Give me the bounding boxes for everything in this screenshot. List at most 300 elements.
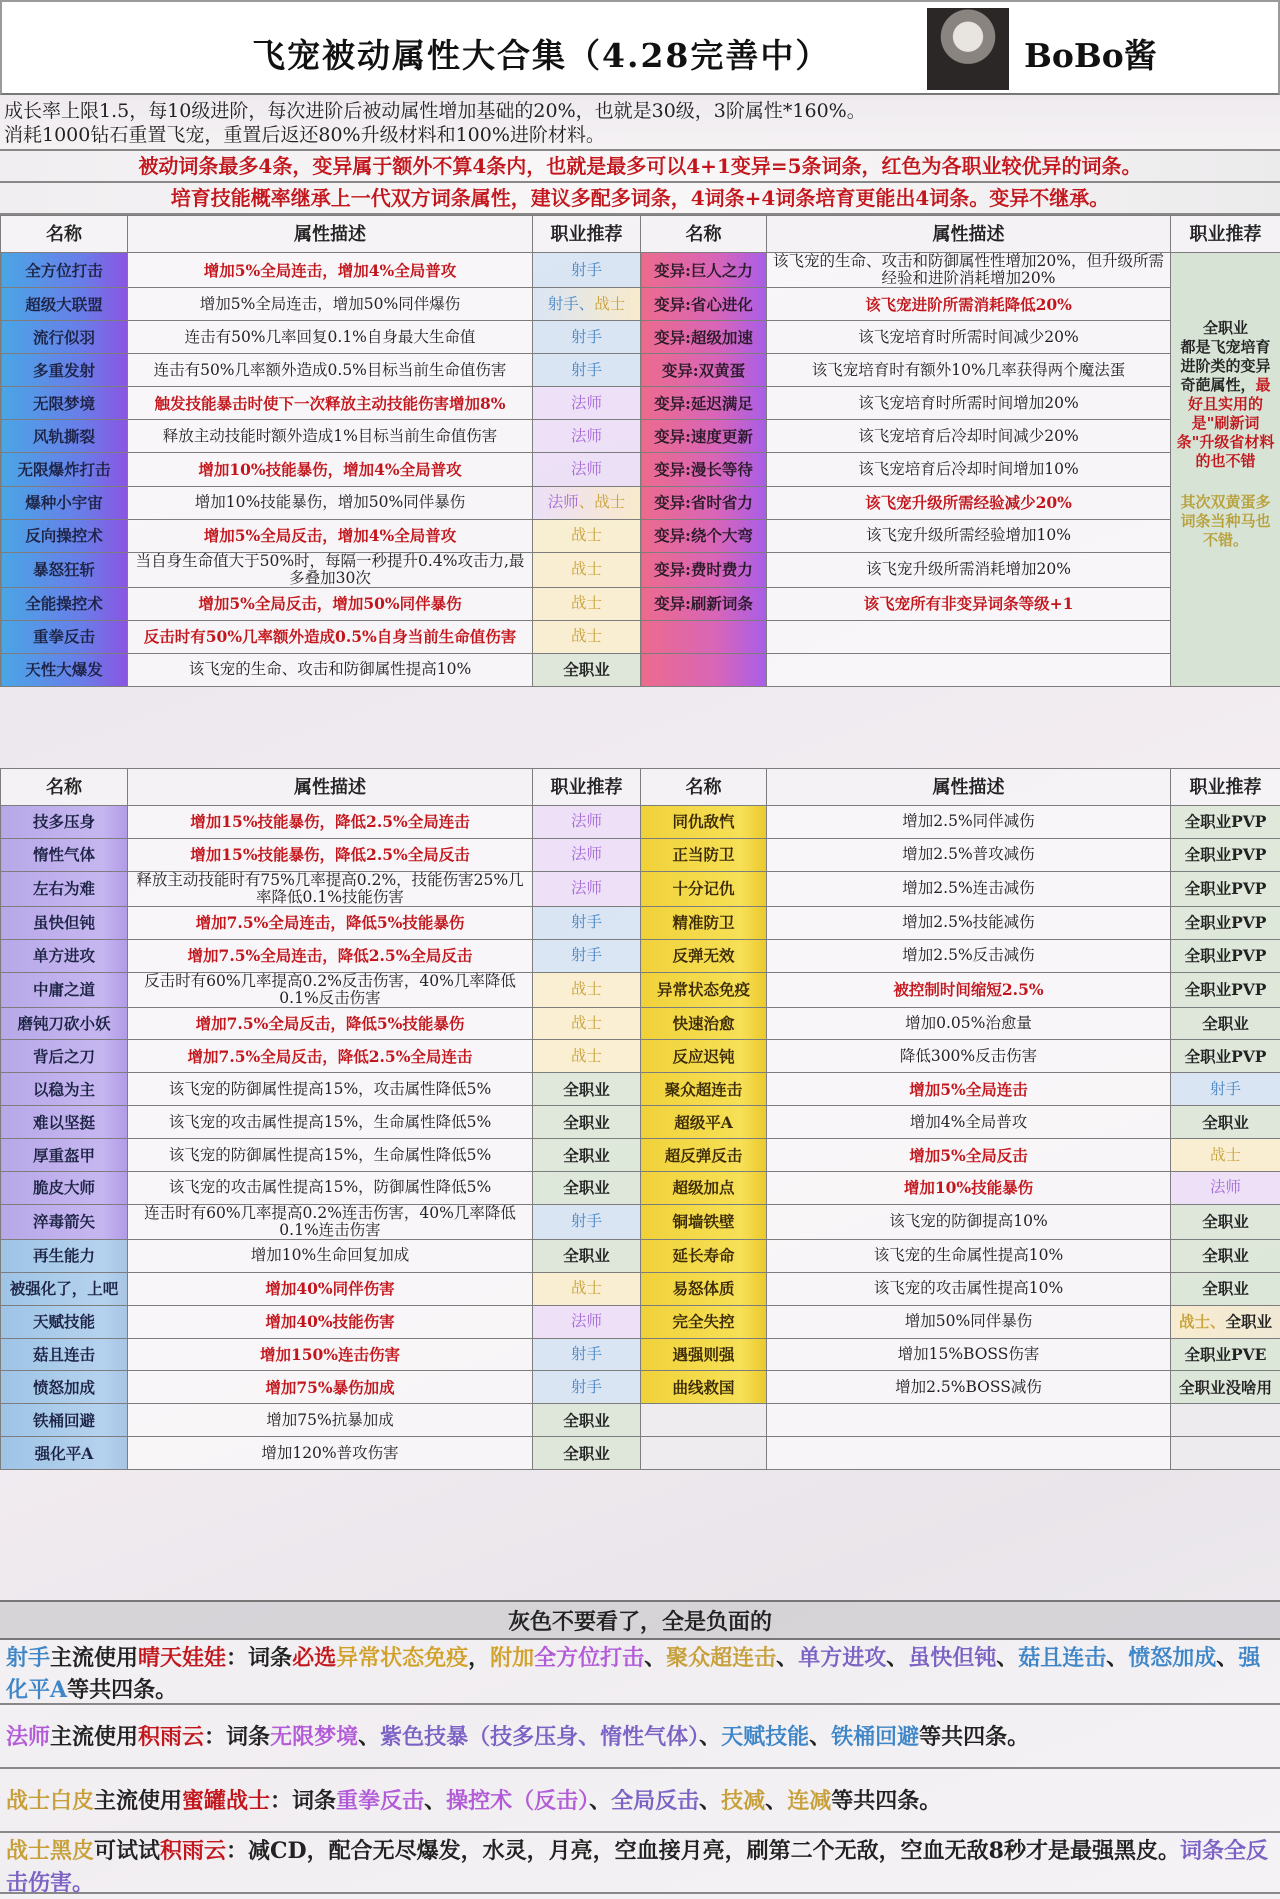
- note-part: 全职业: [1175, 319, 1276, 338]
- recommend-cell: 法师: [533, 871, 641, 906]
- footer-segment: 射手: [6, 1645, 50, 1671]
- attribute-desc: 该飞宠的生命属性提高10%: [767, 1239, 1171, 1272]
- attribute-desc: 增加7.5%全局连击，降低5%技能暴伤: [128, 906, 533, 939]
- attribute-desc: 该飞宠的攻击属性提高10%: [767, 1272, 1171, 1305]
- footer-segment: 操控术（反击）: [446, 1788, 589, 1814]
- recommend-cell: 战士: [533, 620, 641, 653]
- recommend-cell: 射手: [533, 1338, 641, 1371]
- attribute-desc: 增加7.5%全局反击，降低5%技能暴伤: [128, 1007, 533, 1040]
- footer-segment: 紫色技暴（技多压身、惰性气体）: [380, 1724, 699, 1750]
- attribute-name: 左右为难: [1, 871, 128, 906]
- footer-segment: 全方位打击: [534, 1645, 644, 1671]
- attribute-name: 正当防卫: [641, 838, 767, 871]
- attribute-desc: 该飞宠的生命、攻击和防御属性提高10%: [128, 653, 533, 686]
- footer-segment: 必选: [292, 1645, 336, 1671]
- table-row: [1, 620, 1280, 653]
- attribute-name: 惰性气体: [1, 838, 128, 871]
- table-row: [1, 1338, 1280, 1371]
- attribute-desc: 增加150%连击伤害: [128, 1338, 533, 1371]
- recommend-part: 法师: [548, 493, 579, 511]
- col-header-name: 名称: [641, 769, 767, 806]
- table-row: [1, 1371, 1280, 1404]
- footer-segment: 附加: [490, 1645, 534, 1671]
- footer-segment: 蜜罐战士: [182, 1788, 270, 1814]
- attribute-desc: 增加10%技能暴伤，增加4%全局普攻: [128, 453, 533, 486]
- table-row: [1, 587, 1280, 620]
- recommend-part: 战士: [594, 493, 625, 511]
- mutation-desc: 该飞宠培育时所需时间减少20%: [767, 321, 1171, 354]
- table-section-1: [0, 215, 1280, 687]
- attribute-name: 易怒体质: [641, 1272, 767, 1305]
- table-row: [1, 972, 1280, 1007]
- recommend-cell: [1171, 1404, 1280, 1437]
- attribute-desc: 增加2.5%普攻减伤: [767, 838, 1171, 871]
- attribute-name: 聚众超连击: [641, 1073, 767, 1106]
- footer-segment: 技减: [721, 1788, 765, 1814]
- table-row: [1, 288, 1280, 321]
- footer-segment: 积雨云: [160, 1838, 226, 1864]
- attribute-desc: 增加5%全局连击，增加4%全局普攻: [128, 253, 533, 288]
- mutation-recommend-note: [1171, 253, 1280, 687]
- attribute-name: 遇强则强: [641, 1338, 767, 1371]
- attribute-desc: 增加2.5%BOSS减伤: [767, 1371, 1171, 1404]
- note-part: 最好且实用的是"刷新词条"升级省材料的也不错: [1177, 376, 1275, 470]
- recommend-cell: 法师: [533, 1305, 641, 1338]
- recommend-cell: 射手: [533, 906, 641, 939]
- mutation-desc: 该飞宠升级所需消耗增加20%: [767, 552, 1171, 587]
- mutation-desc: 该飞宠培育时所需时间增加20%: [767, 387, 1171, 420]
- recommend-cell: 全职业: [533, 1106, 641, 1139]
- attribute-desc: 增加75%抗暴加成: [128, 1404, 533, 1437]
- recommend-cell: 全职业: [533, 1172, 641, 1205]
- footer-segment: 、: [1216, 1645, 1238, 1671]
- mutation-name: 变异:巨人之力: [641, 253, 767, 288]
- mutation-name: 变异:绕个大弯: [641, 519, 767, 552]
- attribute-desc: 增加4%全局普攻: [767, 1106, 1171, 1139]
- avatar-icon: [927, 8, 1009, 90]
- attribute-name: 反弹无效: [641, 939, 767, 972]
- recommend-part: 射手: [548, 295, 579, 313]
- table-section-2: [0, 768, 1280, 1470]
- table-row: [1, 1139, 1280, 1172]
- recommend-cell: 射手: [533, 1204, 641, 1239]
- footer-segment: 战士白皮: [6, 1788, 94, 1814]
- recommend-cell: 全职业: [533, 1437, 641, 1470]
- footer-segment: 连减: [787, 1788, 831, 1814]
- table-row: [1, 806, 1280, 839]
- col-header-desc: 属性描述: [128, 769, 533, 806]
- footer-segment: 、: [358, 1724, 380, 1750]
- attribute-name: 天赋技能: [1, 1305, 128, 1338]
- recommend-cell: 战士: [1171, 1139, 1280, 1172]
- recommend-cell: 全职业: [1171, 1239, 1280, 1272]
- attribute-name: 流行似羽: [1, 321, 128, 354]
- footer-segment: 主流使用: [50, 1724, 138, 1750]
- attribute-name: 强化平A: [1, 1437, 128, 1470]
- attribute-desc: 增加2.5%同伴减伤: [767, 806, 1171, 839]
- recommend-cell: 战士: [533, 1040, 641, 1073]
- footer-segment: ，: [468, 1645, 490, 1671]
- table-header: [1, 769, 1280, 806]
- attribute-name: 延长寿命: [641, 1239, 767, 1272]
- attribute-desc: 增加5%全局连击: [767, 1073, 1171, 1106]
- col-header-desc: 属性描述: [128, 216, 533, 253]
- footer-segment: ：词条: [270, 1788, 336, 1814]
- footer-segment: 菇且连击: [1018, 1645, 1106, 1671]
- mutation-name: 变异:漫长等待: [641, 453, 767, 486]
- attribute-desc: 该飞宠的防御属性提高15%，生命属性降低5%: [128, 1139, 533, 1172]
- attribute-desc: 增加15%技能暴伤，降低2.5%全局连击: [128, 806, 533, 839]
- mutation-name: 变异:省心进化: [641, 288, 767, 321]
- attribute-name: 被强化了，上吧: [1, 1272, 128, 1305]
- footer-segment: ：词条: [204, 1724, 270, 1750]
- footer-segment: 等共四条。: [919, 1724, 1029, 1750]
- footer-segment: 词条全反击伤害。: [6, 1838, 1268, 1896]
- footer-shooter: [0, 1640, 1280, 1705]
- attribute-name: 天性大爆发: [1, 653, 128, 686]
- footer-segment: 等共四条。: [831, 1788, 941, 1814]
- recommend-cell: 射手: [533, 1371, 641, 1404]
- recommend-cell: 战士: [533, 587, 641, 620]
- recommend-part: 全职业: [1226, 1312, 1273, 1331]
- recommend-cell: [1171, 1437, 1280, 1470]
- mutation-desc: [767, 620, 1171, 653]
- attribute-name: 铜墙铁壁: [641, 1204, 767, 1239]
- recommend-part: 、: [579, 295, 595, 313]
- attribute-name: 精准防卫: [641, 906, 767, 939]
- mutation-name: 变异:费时费力: [641, 552, 767, 587]
- footer-segment: 等共四条。: [67, 1677, 177, 1703]
- mutation-name: 变异:刷新词条: [641, 587, 767, 620]
- mutation-name: 变异:延迟满足: [641, 387, 767, 420]
- footer-segment: 、: [644, 1645, 666, 1671]
- attribute-name: 单方进攻: [1, 939, 128, 972]
- table-row: [1, 653, 1280, 686]
- col-header-name: 名称: [641, 216, 767, 253]
- recommend-cell: 全职业: [1171, 1204, 1280, 1239]
- recommend-cell: 全职业: [1171, 1272, 1280, 1305]
- attribute-name: 暴怒狂斩: [1, 552, 128, 587]
- footer-segment: 、: [1106, 1645, 1128, 1671]
- footer-segment: 法师: [6, 1724, 50, 1750]
- recommend-cell: 射手: [533, 354, 641, 387]
- table-row: [1, 321, 1280, 354]
- table-row: [1, 354, 1280, 387]
- table-row: [1, 1040, 1280, 1073]
- mutation-desc: 该飞宠培育后冷却时间增加10%: [767, 453, 1171, 486]
- recommend-cell: 射手: [533, 321, 641, 354]
- attribute-desc: 该飞宠的防御属性提高15%，攻击属性降低5%: [128, 1073, 533, 1106]
- recommend-cell: 全职业: [533, 1139, 641, 1172]
- footer-segment: 主流使用: [94, 1788, 182, 1814]
- attribute-desc: 增加7.5%全局反击，降低2.5%全局连击: [128, 1040, 533, 1073]
- footer-segment: 、: [809, 1724, 831, 1750]
- footer-segment: ：减CD，配合无尽爆发，水灵，月亮，空血接月亮，刷第二个无敌，空血无敌8秒才是最强黑皮。: [226, 1838, 1180, 1864]
- recommend-cell: 全职业PVP: [1171, 871, 1280, 906]
- recommend-cell: 全职业: [1171, 1106, 1280, 1139]
- footer-mage: [0, 1705, 1280, 1769]
- recommend-part: 战士、: [1179, 1312, 1226, 1331]
- table-row: [1, 1106, 1280, 1139]
- attribute-desc: 增加2.5%技能减伤: [767, 906, 1171, 939]
- recommend-cell: 战士: [533, 972, 641, 1007]
- mutation-desc: 该飞宠升级所需经验增加10%: [767, 519, 1171, 552]
- attribute-name: 厚重盔甲: [1, 1139, 128, 1172]
- attribute-desc: 当自身生命值大于50%时，每隔一秒提升0.4%攻击力,最多叠加30次: [128, 552, 533, 587]
- mutation-desc: 该飞宠升级所需经验减少20%: [767, 486, 1171, 519]
- footer-segment: 无限梦境: [270, 1724, 358, 1750]
- mutation-name: [641, 620, 767, 653]
- footer-warrior-black: [0, 1833, 1280, 1894]
- attribute-desc: 降低300%反击伤害: [767, 1040, 1171, 1073]
- attribute-name: 虽快但钝: [1, 906, 128, 939]
- col-header-desc: 属性描述: [767, 216, 1171, 253]
- footer-segment: 愤怒加成: [1128, 1645, 1216, 1671]
- recommend-cell: 战士: [533, 519, 641, 552]
- attribute-name: 菇且连击: [1, 1338, 128, 1371]
- footer-segment: 聚众超连击: [666, 1645, 776, 1671]
- col-header-name: 名称: [1, 216, 128, 253]
- col-header-rec: 职业推荐: [1171, 769, 1280, 806]
- info-block: [0, 95, 1280, 151]
- attribute-desc: 释放主动技能时额外造成1%目标当前生命值伤害: [128, 420, 533, 453]
- attribute-name: 同仇敌忾: [641, 806, 767, 839]
- attribute-name: 反应迟钝: [641, 1040, 767, 1073]
- mutation-desc: 该飞宠的生命、攻击和防御属性性增加20%，但升级所需经验和进阶消耗增加20%: [767, 253, 1171, 288]
- recommend-cell: 全职业PVP: [1171, 972, 1280, 1007]
- attribute-desc: 增加5%全局连击，增加50%同伴爆伤: [128, 288, 533, 321]
- info-red-line-2: 培育技能概率继承上一代双方词条属性，建议多配多词条，4词条+4词条培育更能出4词条。变异不继承。: [0, 183, 1280, 215]
- attribute-name: 无限梦境: [1, 387, 128, 420]
- attribute-name: 异常状态免疫: [641, 972, 767, 1007]
- recommend-cell: 全职业PVP: [1171, 939, 1280, 972]
- table-row: [1, 838, 1280, 871]
- table-row: [1, 387, 1280, 420]
- recommend-cell: 法师: [533, 806, 641, 839]
- attribute-desc: 增加2.5%反击减伤: [767, 939, 1171, 972]
- attribute-desc: 该飞宠的攻击属性提高15%，生命属性降低5%: [128, 1106, 533, 1139]
- info-red-line-1: 被动词条最多4条，变异属于额外不算4条内，也就是最多可以4+1变异=5条词条，红色为各职业较优异的词条。: [0, 151, 1280, 183]
- footer-segment: 主流使用: [50, 1645, 138, 1671]
- attribute-desc: 增加40%同伴伤害: [128, 1272, 533, 1305]
- attribute-name: [641, 1404, 767, 1437]
- footer-segment: 、: [776, 1645, 798, 1671]
- note-part: 其次双黄蛋多词条当种马也不错。: [1175, 493, 1276, 550]
- attribute-name: 曲线救国: [641, 1371, 767, 1404]
- table-row: [1, 552, 1280, 587]
- mutation-desc: 该飞宠培育时有额外10%几率获得两个魔法蛋: [767, 354, 1171, 387]
- mutation-desc: 该飞宠所有非变异词条等级+1: [767, 587, 1171, 620]
- recommend-cell: 法师: [533, 387, 641, 420]
- attribute-name: 背后之刀: [1, 1040, 128, 1073]
- attribute-desc: 连击时有60%几率提高0.2%连击伤害，40%几率降低0.1%连击伤害: [128, 1204, 533, 1239]
- attribute-desc: 增加15%BOSS伤害: [767, 1338, 1171, 1371]
- recommend-cell: 全职业: [533, 1404, 641, 1437]
- footer-segment: 、: [765, 1788, 787, 1814]
- recommend-cell: 法师: [533, 420, 641, 453]
- attribute-desc: 增加2.5%连击减伤: [767, 871, 1171, 906]
- col-header-name: 名称: [1, 769, 128, 806]
- table-row: [1, 1305, 1280, 1338]
- mutation-name: 变异:双黄蛋: [641, 354, 767, 387]
- table-row: [1, 1204, 1280, 1239]
- gray-note: 灰色不要看了，全是负面的: [0, 1600, 1280, 1640]
- recommend-cell: 全职业没啥用: [1171, 1371, 1280, 1404]
- recommend-cell: 全职业PVP: [1171, 806, 1280, 839]
- recommend-cell: 射手: [533, 253, 641, 288]
- attribute-desc: 增加10%技能暴伤: [767, 1172, 1171, 1205]
- attribute-desc: 增加5%全局反击，增加4%全局普攻: [128, 519, 533, 552]
- footer-segment: 可试试: [94, 1838, 160, 1864]
- attribute-name: 多重发射: [1, 354, 128, 387]
- attribute-name: 反向操控术: [1, 519, 128, 552]
- attribute-desc: 连击有50%几率额外造成0.5%目标当前生命值伤害: [128, 354, 533, 387]
- author-name: BoBo酱: [1024, 30, 1157, 77]
- table-row: [1, 1172, 1280, 1205]
- footer-segment: 、: [996, 1645, 1018, 1671]
- attribute-name: 爆种小宇宙: [1, 486, 128, 519]
- page-title: 飞宠被动属性大合集（4.28完善中）: [252, 30, 830, 77]
- attribute-name: 铁桶回避: [1, 1404, 128, 1437]
- col-header-rec: 职业推荐: [1171, 216, 1280, 253]
- attribute-desc: 被控制时间缩短2.5%: [767, 972, 1171, 1007]
- title-band: [0, 0, 1280, 95]
- recommend-cell: [533, 288, 641, 321]
- mutation-name: [641, 653, 767, 686]
- attribute-desc: 增加0.05%治愈量: [767, 1007, 1171, 1040]
- recommend-cell: [1171, 1305, 1280, 1338]
- attribute-desc: 释放主动技能时有75%几率提高0.2%，技能伤害25%几率降低0.1%技能伤害: [128, 871, 533, 906]
- recommend-part: 战士: [594, 295, 625, 313]
- attribute-desc: 增加10%生命回复加成: [128, 1239, 533, 1272]
- mutation-desc: 该飞宠培育后冷却时间减少20%: [767, 420, 1171, 453]
- recommend-cell: [533, 486, 641, 519]
- footer-segment: 、: [424, 1788, 446, 1814]
- attribute-name: 超级平A: [641, 1106, 767, 1139]
- attribute-name: 全能操控术: [1, 587, 128, 620]
- recommend-cell: 战士: [533, 1007, 641, 1040]
- attribute-name: 磨钝刀砍小妖: [1, 1007, 128, 1040]
- table-row: [1, 939, 1280, 972]
- attribute-name: 中庸之道: [1, 972, 128, 1007]
- footer-segment: 重拳反击: [336, 1788, 424, 1814]
- attribute-desc: 该飞宠的攻击属性提高15%，防御属性降低5%: [128, 1172, 533, 1205]
- table-header: [1, 216, 1280, 253]
- table-row: [1, 906, 1280, 939]
- footer-segment: 晴天娃娃: [138, 1645, 226, 1671]
- table-row: [1, 1437, 1280, 1470]
- attribute-name: 快速治愈: [641, 1007, 767, 1040]
- recommend-cell: 全职业: [1171, 1007, 1280, 1040]
- recommend-part: 、: [579, 493, 595, 511]
- table-row: [1, 519, 1280, 552]
- footer-segment: 全局反击: [611, 1788, 699, 1814]
- attribute-desc: 连击有50%几率回复0.1%自身最大生命值: [128, 321, 533, 354]
- table-row: [1, 871, 1280, 906]
- attribute-desc: 增加75%暴伤加成: [128, 1371, 533, 1404]
- footer-segment: 、: [589, 1788, 611, 1814]
- attribute-name: 完全失控: [641, 1305, 767, 1338]
- attribute-name: 风轨撕裂: [1, 420, 128, 453]
- attribute-name: 超级加点: [641, 1172, 767, 1205]
- attribute-name: 淬毒箭矢: [1, 1204, 128, 1239]
- attribute-desc: 增加50%同伴暴伤: [767, 1305, 1171, 1338]
- footer-segment: 积雨云: [138, 1724, 204, 1750]
- info-line-2: 消耗1000钻石重置飞宠，重置后返还80%升级材料和100%进阶材料。: [4, 123, 1276, 147]
- table-row: [1, 1272, 1280, 1305]
- recommend-cell: 全职业: [533, 1239, 641, 1272]
- recommend-cell: 战士: [533, 1272, 641, 1305]
- footer-segment: 强化平A: [6, 1645, 1260, 1703]
- mutation-name: 变异:速度更新: [641, 420, 767, 453]
- footer-segment: 、: [699, 1788, 721, 1814]
- note-part: 都是飞宠培育进阶类的变异奇葩属性，: [1180, 338, 1270, 394]
- footer-segment: 虽快但钝: [908, 1645, 996, 1671]
- col-header-rec: 职业推荐: [533, 216, 641, 253]
- table-row: [1, 1404, 1280, 1437]
- footer-segment: 异常状态免疫: [336, 1645, 468, 1671]
- recommend-cell: 全职业PVP: [1171, 838, 1280, 871]
- mutation-desc: [767, 653, 1171, 686]
- attribute-name: 以稳为主: [1, 1073, 128, 1106]
- footer-segment: 、: [699, 1724, 721, 1750]
- attribute-desc: [767, 1437, 1171, 1470]
- table-row: [1, 1073, 1280, 1106]
- attribute-name: 重拳反击: [1, 620, 128, 653]
- info-line-1: 成长率上限1.5，每10级进阶，每次进阶后被动属性增加基础的20%，也就是30级，3阶属性*160%。: [4, 99, 1276, 123]
- attribute-name: [641, 1437, 767, 1470]
- attribute-name: 十分记仇: [641, 871, 767, 906]
- footer-warrior-white: [0, 1769, 1280, 1833]
- attribute-desc: 增加10%技能暴伤，增加50%同伴暴伤: [128, 486, 533, 519]
- attribute-desc: 该飞宠的防御提高10%: [767, 1204, 1171, 1239]
- attribute-desc: [767, 1404, 1171, 1437]
- recommend-cell: 全职业PVP: [1171, 1040, 1280, 1073]
- footer-segment: 、: [886, 1645, 908, 1671]
- mutation-desc: 该飞宠进阶所需消耗降低20%: [767, 288, 1171, 321]
- table-row: [1, 486, 1280, 519]
- attribute-name: 技多压身: [1, 806, 128, 839]
- attribute-name: 无限爆炸打击: [1, 453, 128, 486]
- attribute-desc: 增加5%全局反击，增加50%同伴暴伤: [128, 587, 533, 620]
- attribute-name: 再生能力: [1, 1239, 128, 1272]
- attribute-name: 脆皮大师: [1, 1172, 128, 1205]
- table-row: [1, 253, 1280, 288]
- recommend-cell: 射手: [1171, 1073, 1280, 1106]
- attribute-name: 难以坚挺: [1, 1106, 128, 1139]
- footer-segment: 单方进攻: [798, 1645, 886, 1671]
- attribute-desc: 触发技能暴击时使下一次释放主动技能伤害增加8%: [128, 387, 533, 420]
- footer-segment: 天赋技能: [721, 1724, 809, 1750]
- col-header-desc: 属性描述: [767, 769, 1171, 806]
- footer-segment: ：词条: [226, 1645, 292, 1671]
- recommend-cell: 全职业PVE: [1171, 1338, 1280, 1371]
- recommend-cell: 射手: [533, 939, 641, 972]
- attribute-desc: 增加7.5%全局连击，降低2.5%全局反击: [128, 939, 533, 972]
- attribute-desc: 增加40%技能伤害: [128, 1305, 533, 1338]
- recommend-cell: 法师: [533, 838, 641, 871]
- mutation-name: 变异:省时省力: [641, 486, 767, 519]
- mutation-name: 变异:超级加速: [641, 321, 767, 354]
- attribute-desc: 反击时有60%几率提高0.2%反击伤害，40%几率降低0.1%反击伤害: [128, 972, 533, 1007]
- recommend-cell: 法师: [1171, 1172, 1280, 1205]
- recommend-cell: 全职业: [533, 1073, 641, 1106]
- table-row: [1, 453, 1280, 486]
- attribute-desc: 增加15%技能暴伤，降低2.5%全局反击: [128, 838, 533, 871]
- attribute-name: 全方位打击: [1, 253, 128, 288]
- table-row: [1, 420, 1280, 453]
- table-row: [1, 1239, 1280, 1272]
